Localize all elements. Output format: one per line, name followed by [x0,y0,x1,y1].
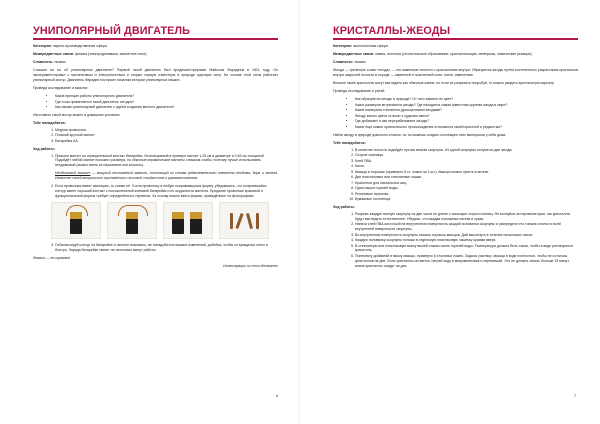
list-item: • Каких размеров встречаются жеоды? Где находится самая известная крупная жеода в мире? [355,103,578,108]
list-item: 3. Отбалансируй контур на батарейке и, вполне возможно, не понадобится никаких изменений, добейся, чтобы он вращался легко и быстро. Заряда батарейки хватит на несколько минут работы. [55,243,278,253]
list-item: 1. Медная проволока. [55,128,278,133]
magnet-note: Неодимовый магнит — мощный постоянный магнит, состоящий из сплава редкоземельного элемента неодима, бора и железа. Известен своей мощностью притяжения и высокой стойкостью к размагничиванию. [55,171,278,181]
steps-list-cont [33,243,278,253]
left-column [33,44,278,272]
list-item: • Какие минералы считаются драгоценными жеодами? [355,108,578,113]
list-item: 10. Бумажные полотенца. [355,197,578,202]
right-column [333,44,578,272]
progress-heading: Ход работы: [33,147,55,152]
list-item: 6. Две пластиковые или стеклянные чашки. [355,175,578,180]
list-item: 8. Одна чашка горячей воды. [355,186,578,191]
list-item: 9. Резиновые перчатки. [355,192,578,197]
title-underline [333,38,578,40]
motor-photo [163,202,213,239]
list-item: 5. Квасцы в порошке (примерно 6 ст. ложек на 1 шт.). Квасцы можно купить в аптеке. [355,170,578,175]
questions-list [33,94,278,110]
list-item: 1. В качестве полости подойдёт пустая яичная скорлупа. Из одной скорлупы получится две жеоды. [355,148,578,153]
motor-photo [107,202,157,239]
page-title: УНИПОЛЯРНЫЙ ДВИГАТЕЛЬ [33,25,191,37]
list-item: 1. Приклеи магнит на отрицательный контакт батарейки. Используемый в примере магнит 1,25 см в диаметре и 0,63 см толщиной. Подойдёт любой магнит похожего размера, но обычные керамические магниты слишком слабы, поэтому лучше использовать неодимовый (можно взять из наушников или колонок). Неодимовый магнит — мощный постоянный магнит, состоящий из сплава редкоземельного элемента неодима, бора и железа. Известен своей мощностью притяжения и высокой стойкостью к размагничиванию. [55,154,278,182]
list-item: 7. Красители для пасхальных яиц. [355,181,578,186]
task-paragraph: Найти жеоду в природе довольно сложно, но ты можешь создать коллекцию этих минералов у себя дома. [333,133,507,138]
motor-photos [51,202,278,239]
intro-paragraph: Жеода — греческое слово «геода» — это каменные полости с кристаллами внутри. Образуются жеоды путём постепенного разрастания кристаллов внутри закрытой полости в породе — каменной и позеленной соли, гипсе, известняке. [333,68,578,78]
list-item: 2. Если проволока имеет изоляцию, то сними её. Согни проволоку в любую понравившуюся форму, убедившись, что получившийся контур имеет хороший контакт с положительной клеммой батарейки и по окружности магнита. Предание проволоке красивой и функциональной формы требует определённого терпения. За основу можно взять формы, приведённые на фотографиях. [55,184,278,199]
motor-photo [51,202,101,239]
page-number: 7 [574,393,577,398]
page-number: 6 [276,393,279,398]
list-item: 2. Плоский круглый магнит. [55,133,278,138]
steps-list [33,154,278,199]
list-item: • Как связан униполярный двигатель с идеей создания вечного двигателя? [55,105,278,110]
tools-photo [219,202,269,239]
list-item: 6. Понемногу добавляй в миску квасцы, примерно 6 столовых ложек. Задача: раствор, квасцы в воде полностью, чтобы не осталось кристаллов на дне. Если кристаллы остаются, нагрей воду в микроволновке и перемешай. Это не должно занять больше 15 минут, иначе кристаллы осядут на дно. [355,254,578,269]
page-title: КРИСТАЛЛЫ-ЖЕОДЫ [333,25,451,37]
questions-intro: Проведи исследование и выясни: [33,86,88,91]
list-item: 3. Клей ПВА. [355,159,578,164]
needs-list [333,148,578,202]
list-item: 2. Нанеси клей ПВА кисточкой на внутреннюю поверхность каждой половинки скорлупы и распредели его тонким слоем по всей внутренней поверхности скорлупы. [355,222,578,232]
questions-list [333,97,578,129]
links-line: Межпредметные связи: физика (электродинамика, магнитное поле). [33,52,148,57]
list-item: 1. Разрежь каждую яичную скорлупу на две части по длине с помощью острых ножниц. Не волнуйся за неровные края, так кристаллы будут выглядеть естественнее. Убедись, что каждая половинка чистая и сухая. [355,212,578,222]
list-item: 4. Кисть. [355,164,578,169]
category-line: Категория: экологическая сфера. [333,44,389,48]
title-underline [33,38,278,40]
difficulty-line: Сложность: низкая. [333,60,367,65]
steps-list [333,212,578,269]
questions-intro: Проведи исследование и узнай: [333,89,386,94]
list-item: • Каков принцип работы униполярного двигателя? [55,94,278,99]
intro-paragraph-2: Внешне такие кристаллы могут выглядеть как обычные камни, но если их разрезать попробуй, то можно увидеть кристальную картину! [333,81,555,86]
progress-heading: Ход работы: [333,205,355,210]
list-item: • Жеоду какого цвета относят к чудесам света? [355,114,578,119]
closing-line: Физика — это красиво! [33,256,71,261]
task-paragraph: Изготовить такой мотор можно в домашних условиях. [33,113,121,118]
intro-paragraph: Слышал ли ты об униполярном двигателе? Первый такой двигатель был продемонстрирован Майклом Фарадеем в 1821 году. Он экспериментировал с магнетизмом и электричеством и открыл первую известную в природе круговую силу. На основе этой силы работает униполярный мотор. Двигатель Фарадея послужил началом истории униполярных машин. [33,68,278,83]
difficulty-line: Сложность: низкая. [33,60,67,65]
list-item: 4. Каждую половинку скорлупы положи в отдельную пластиковую чашечку краями вверх. [355,238,578,243]
list-item: • Как образуются жеоды в природе? От чего зависит их цвет? [355,97,578,102]
list-item: 2. Острые ножницы. [355,153,578,158]
needs-heading: Тебе понадобится: [33,121,66,126]
list-item: 5. В стеклянную или пластиковую миску вылей стакан очень горячей воды. Температура должна быть такая, чтобы в воде растворился краситель. [355,244,578,254]
image-caption: Иллюстрации из сети Интернет [223,264,278,269]
list-item: • Какие ещё камни органического происхождения отличаются своей красотой и редкостью? [355,125,578,130]
needs-heading: Тебе понадобится: [333,141,366,146]
list-item: 3. Батарейка АА. [55,139,278,144]
needs-list [33,128,278,144]
list-item: 3. Во внутреннюю поверхность скорлупы насыпь порошок квасцов. Дай высохнуть в течение нескольких часов. [355,233,578,238]
list-item: • Где и как применяется такой двигатель сегодня? [55,100,278,105]
category-line: Категория: научно-производственная сфера. [33,44,108,48]
list-item: • Где добывают и как перерабатывают жеоды? [355,119,578,124]
links-line: Межпредметные связи: химия, геология (геологическое образование, кристаллизация, минералы, химические реакции). [333,52,533,57]
